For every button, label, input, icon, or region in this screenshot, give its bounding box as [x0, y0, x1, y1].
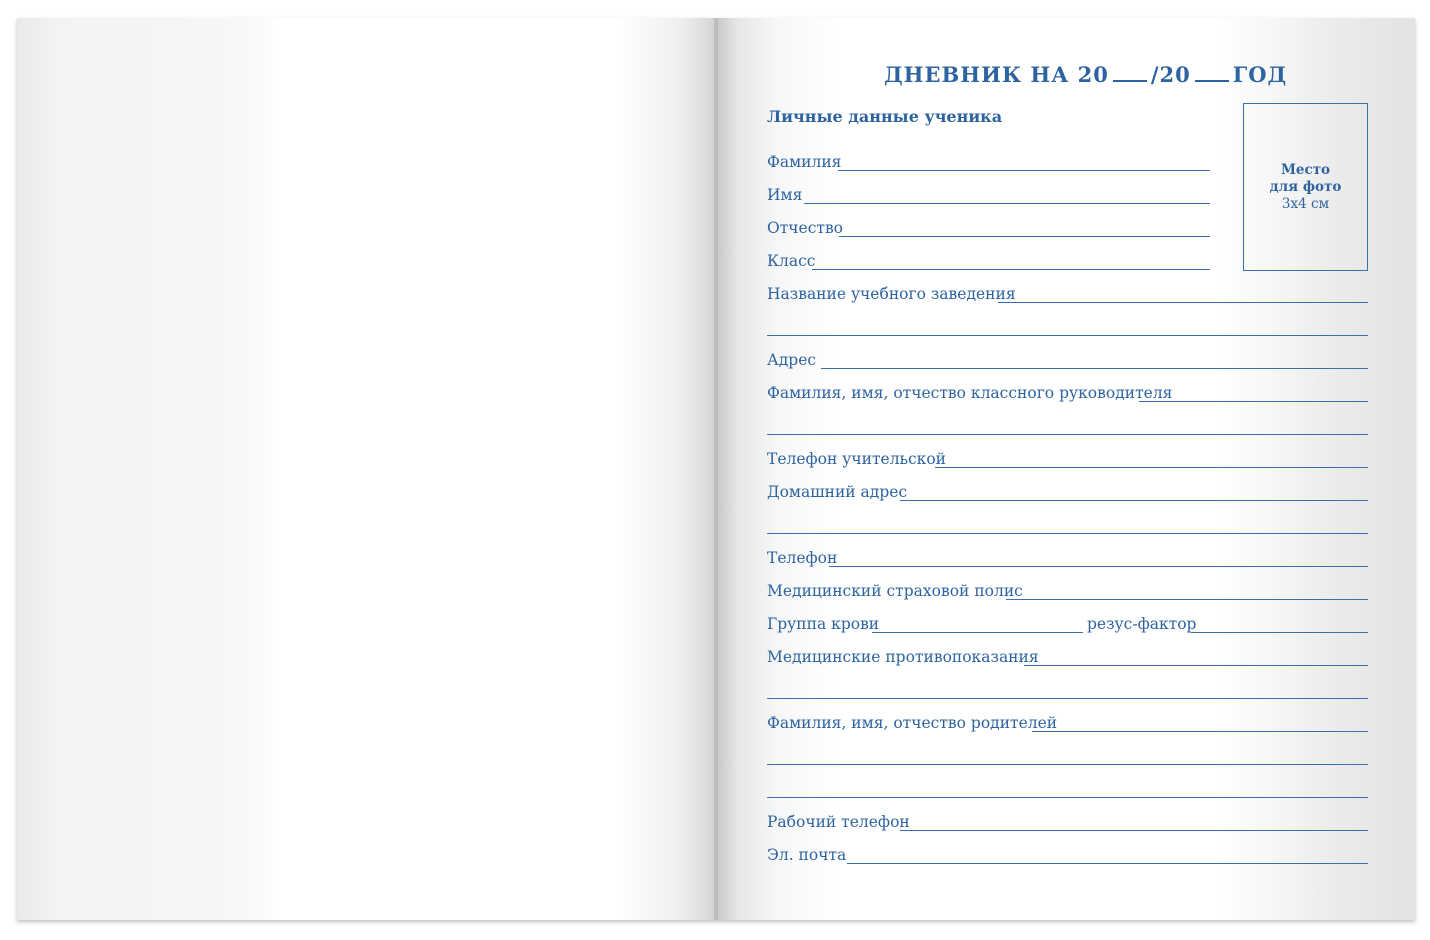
blood-group-label: Группа крови: [767, 615, 880, 633]
address-row: [767, 351, 1368, 371]
blood-row: [767, 615, 1368, 635]
title-suffix: ГОД: [1232, 62, 1288, 87]
page-title: [884, 62, 1287, 87]
patronymic-line[interactable]: [839, 236, 1210, 237]
contraindications-line[interactable]: [1024, 665, 1368, 666]
staff-phone-label: Телефон учительской: [767, 450, 947, 468]
teacher-row: [767, 384, 1368, 404]
staff-phone-row: [767, 450, 1368, 470]
home-address-line-2[interactable]: [767, 533, 1368, 534]
left-page: [17, 18, 717, 920]
email-row: [767, 846, 1368, 866]
class-label: Класс: [767, 252, 816, 270]
name-line[interactable]: [804, 203, 1210, 204]
photo-caption-line3: 3х4 см: [1281, 196, 1330, 212]
school-row-2: [767, 318, 1368, 338]
parents-row-3: [767, 780, 1368, 800]
staff-phone-line[interactable]: [935, 467, 1368, 468]
home-address-label: Домашний адрес: [767, 483, 908, 501]
address-label: Адрес: [767, 351, 817, 369]
work-phone-line[interactable]: [900, 830, 1368, 831]
home-address-row: [767, 483, 1368, 503]
surname-row: [767, 153, 1210, 173]
parents-line-3[interactable]: [767, 797, 1368, 798]
phone-row: [767, 549, 1368, 569]
name-row: [767, 186, 1210, 206]
parents-label: Фамилия, имя, отчество родителей: [767, 714, 1058, 732]
home-address-line[interactable]: [900, 500, 1368, 501]
year-blank-1[interactable]: [1113, 76, 1147, 82]
photo-caption: [1244, 162, 1367, 213]
school-label: Название учебного заведения: [767, 285, 1016, 303]
phone-label: Телефон: [767, 549, 838, 567]
phone-line[interactable]: [829, 566, 1368, 567]
email-line[interactable]: [847, 863, 1368, 864]
section-title: Личные данные ученика: [767, 107, 1003, 126]
teacher-line-2[interactable]: [767, 434, 1368, 435]
parents-row: [767, 714, 1368, 734]
work-phone-row: [767, 813, 1368, 833]
photo-caption-line2: для фото: [1269, 179, 1342, 195]
contraindications-row-2: [767, 681, 1368, 701]
surname-line[interactable]: [838, 170, 1210, 171]
spine: [714, 18, 718, 920]
work-phone-label: Рабочий телефон: [767, 813, 910, 831]
teacher-line[interactable]: [1139, 401, 1368, 402]
year-blank-2[interactable]: [1195, 76, 1229, 82]
teacher-row-2: [767, 417, 1368, 437]
school-line[interactable]: [998, 302, 1368, 303]
contraindications-label: Медицинские противопоказания: [767, 648, 1039, 666]
address-line[interactable]: [821, 368, 1368, 369]
photo-placeholder[interactable]: [1243, 103, 1368, 271]
name-label: Имя: [767, 186, 803, 204]
rhesus-label: резус-фактор: [1087, 615, 1197, 633]
insurance-row: [767, 582, 1368, 602]
teacher-label: Фамилия, имя, отчество классного руководителя: [767, 384, 1173, 402]
contraindications-row: [767, 648, 1368, 668]
class-row: [767, 252, 1210, 272]
parents-line[interactable]: [1032, 731, 1368, 732]
home-address-row-2: [767, 516, 1368, 536]
school-line-2[interactable]: [767, 335, 1368, 336]
email-label: Эл. почта: [767, 846, 847, 864]
contraindications-line-2[interactable]: [767, 698, 1368, 699]
parents-row-2: [767, 747, 1368, 767]
patronymic-row: [767, 219, 1210, 239]
title-middle: /20: [1150, 62, 1191, 87]
blood-group-line[interactable]: [872, 632, 1083, 633]
class-line[interactable]: [812, 269, 1210, 270]
rhesus-line[interactable]: [1191, 632, 1368, 633]
school-row: [767, 285, 1368, 305]
patronymic-label: Отчество: [767, 219, 844, 237]
photo-caption-line1: Место: [1280, 162, 1331, 178]
surname-label: Фамилия: [767, 153, 842, 171]
insurance-line[interactable]: [1006, 599, 1368, 600]
insurance-label: Медицинский страховой полис: [767, 582, 1023, 600]
parents-line-2[interactable]: [767, 764, 1368, 765]
title-prefix: ДНЕВНИК НА 20: [884, 62, 1109, 87]
